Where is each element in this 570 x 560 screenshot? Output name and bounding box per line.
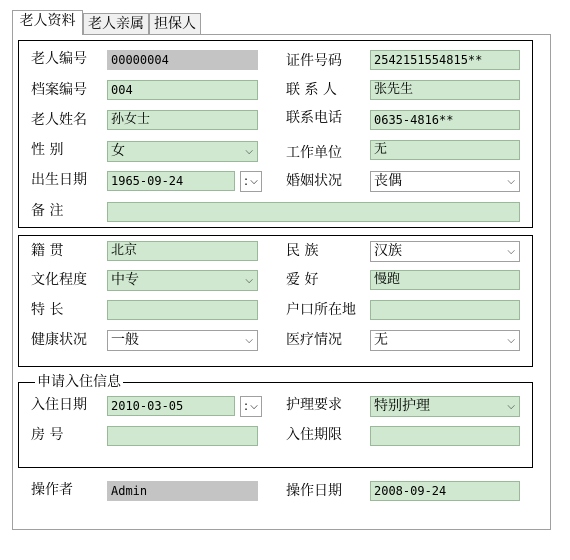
hobby-label: 爱 好 [286, 272, 319, 288]
ethnic-label: 民 族 [286, 243, 319, 259]
birth-label: 出生日期 [31, 172, 87, 188]
care-value: 特别护理 [374, 398, 430, 414]
tab-elder-info[interactable]: 老人资料 [12, 10, 83, 35]
admission-date-label: 入住日期 [31, 397, 87, 413]
phone-label: 联系电话 [286, 110, 342, 126]
gender-select[interactable] [107, 141, 258, 162]
id-no-label: 证件号码 [286, 53, 342, 69]
hukou-label: 户口所在地 [286, 302, 356, 318]
op-date-field: 2008-09-24 [370, 481, 520, 501]
chevron-down-icon: ⌵ [507, 335, 515, 346]
admission-date-field[interactable]: 2010-03-05 [107, 396, 235, 416]
workplace-label: 工作单位 [286, 145, 342, 161]
edu-label: 文化程度 [31, 272, 87, 288]
chevron-down-icon: ⌵ [245, 146, 253, 157]
health-select[interactable] [107, 330, 258, 351]
chevron-down-icon: ⌵ [507, 401, 515, 412]
medical-value: 无 [374, 332, 388, 348]
chevron-down-icon: ⌵ [507, 246, 515, 257]
hukou-field[interactable] [370, 300, 520, 320]
native-field[interactable]: 北京 [107, 241, 258, 261]
chevron-down-icon: ⌵ [507, 176, 515, 187]
medical-select[interactable] [370, 330, 520, 351]
marital-label: 婚姻状况 [286, 173, 342, 189]
contact-field[interactable]: 张先生 [370, 80, 520, 100]
tab-divider [83, 34, 551, 35]
tab-guarantor[interactable]: 担保人 [149, 13, 201, 35]
file-no-field[interactable]: 004 [107, 80, 258, 100]
native-label: 籍 贯 [31, 243, 64, 259]
date-spin-icon[interactable]: : ⌵ [240, 171, 262, 192]
skill-field[interactable] [107, 300, 258, 320]
phone-field[interactable]: 0635-4816** [370, 110, 520, 130]
skill-label: 特 长 [31, 302, 64, 318]
chevron-down-icon: ⌵ [245, 335, 253, 346]
date-spin-icon[interactable]: : ⌵ [240, 396, 262, 417]
remark-label: 备 注 [31, 203, 64, 219]
name-label: 老人姓名 [31, 112, 87, 128]
ethnic-value: 汉族 [374, 243, 402, 259]
elder-no-label: 老人编号 [31, 51, 87, 67]
health-value: 一般 [111, 332, 139, 348]
remark-field[interactable] [107, 202, 520, 222]
tab-elder-relatives[interactable]: 老人亲属 [83, 13, 149, 35]
period-label: 入住期限 [286, 427, 342, 443]
health-label: 健康状况 [31, 332, 87, 348]
marital-value: 丧偶 [374, 173, 402, 189]
birth-date-field[interactable]: 1965-09-24 [107, 171, 235, 191]
edu-value: 中专 [111, 272, 139, 288]
file-no-label: 档案编号 [31, 82, 87, 98]
marital-select[interactable] [370, 171, 520, 192]
ethnic-select[interactable] [370, 241, 520, 262]
operator-label: 操作者 [31, 482, 73, 498]
gender-value: 女 [111, 143, 125, 159]
admission-group [18, 382, 533, 468]
op-date-label: 操作日期 [286, 483, 342, 499]
chevron-down-icon: ⌵ [245, 275, 253, 286]
name-field[interactable]: 孙女士 [107, 110, 258, 130]
edu-select[interactable] [107, 270, 258, 291]
hobby-field[interactable]: 慢跑 [370, 270, 520, 290]
care-label: 护理要求 [286, 397, 342, 413]
admission-group-title: 申请入住信息 [37, 374, 121, 390]
operator-field: Admin [107, 481, 258, 501]
id-no-field[interactable]: 2542151554815** [370, 50, 520, 70]
elder-no-field: 00000004 [107, 50, 258, 70]
medical-label: 医疗情况 [286, 332, 342, 348]
gender-label: 性 别 [31, 142, 64, 158]
room-field[interactable] [107, 426, 258, 446]
period-field[interactable] [370, 426, 520, 446]
contact-label: 联 系 人 [286, 82, 337, 98]
room-label: 房 号 [31, 427, 64, 443]
workplace-field[interactable]: 无 [370, 140, 520, 160]
care-select[interactable] [370, 396, 520, 417]
